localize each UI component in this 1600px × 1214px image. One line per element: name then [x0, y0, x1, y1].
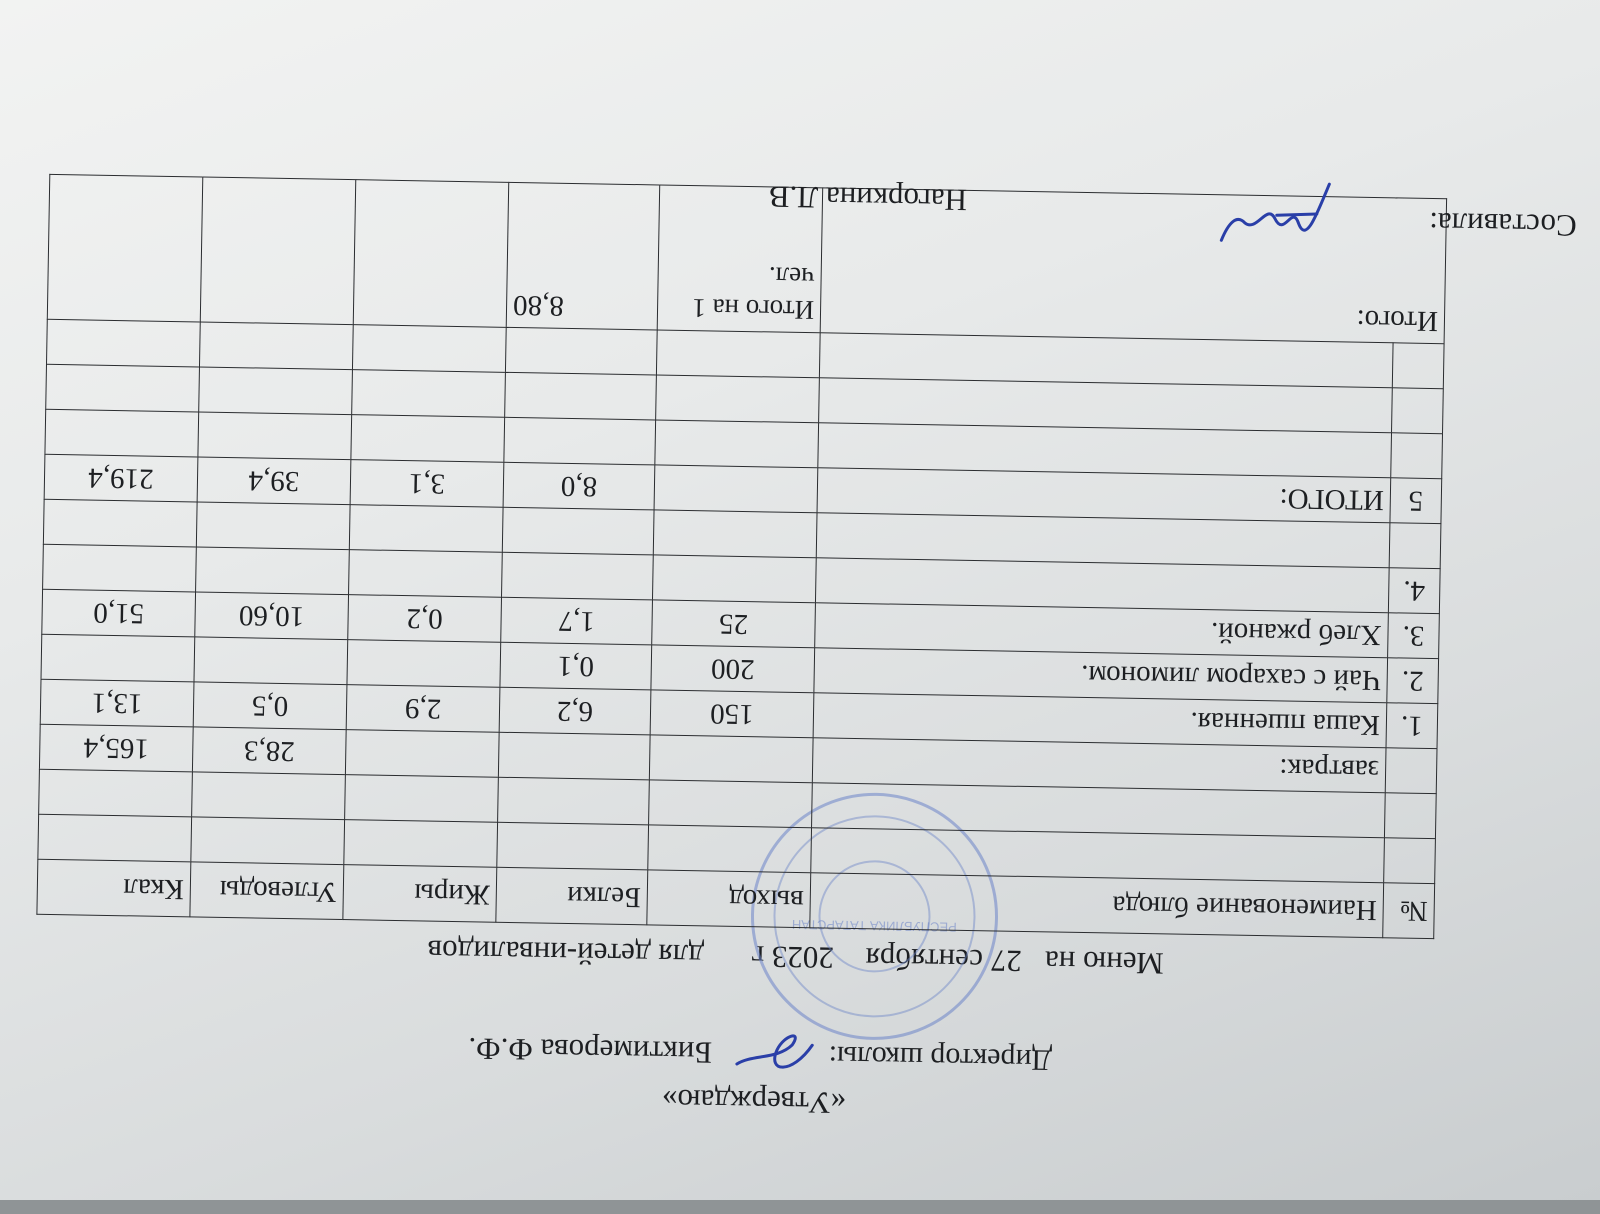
approval-title: «Утверждаю»: [661, 1082, 847, 1121]
cell-fats: [345, 730, 499, 778]
cell-fats: 3,1: [350, 460, 504, 508]
table-cell: [353, 180, 509, 328]
table-cell: [47, 174, 203, 322]
cell-proteins: [498, 732, 650, 780]
cell-row-number: [1392, 388, 1444, 434]
heading-for-whom: для детей-инвалидов: [427, 933, 705, 974]
cell-kcal: [39, 769, 193, 817]
col-header-kcal: Ккал: [37, 859, 191, 917]
cell-proteins: 8,0: [503, 462, 655, 510]
cell-portion: 150: [650, 690, 814, 738]
cell-fats: [351, 415, 505, 463]
cell-fats: [344, 820, 498, 868]
col-header-dish: Наименование блюда: [810, 873, 1384, 938]
cell-kcal: 13,1: [40, 679, 194, 727]
cell-fats: [349, 550, 503, 598]
total-label: Итого:: [820, 188, 1446, 344]
cell-kcal: [46, 364, 200, 412]
cell-carbs: 28,3: [192, 727, 346, 775]
director-label: Директор школы:: [828, 1039, 1053, 1077]
cell-row-number: [1392, 343, 1444, 389]
stamp-inner-text: РЕСПУБЛИКА ТАТАРСТАН: [791, 916, 957, 935]
cell-dish-name: завтрак:: [812, 738, 1386, 793]
cell-row-number: [1384, 793, 1436, 839]
cell-proteins: [502, 552, 654, 600]
cell-kcal: 165,4: [39, 724, 193, 772]
cell-proteins: [504, 417, 656, 465]
cell-fats: [345, 775, 499, 823]
cell-proteins: [505, 327, 657, 375]
cell-portion: 200: [651, 645, 815, 693]
cell-carbs: [198, 412, 352, 460]
cell-kcal: [41, 634, 195, 682]
per-person-label: Итого на 1 чел.: [657, 185, 823, 333]
composer-signature: [1216, 172, 1337, 254]
cell-portion: [654, 465, 818, 513]
cell-dish-name: ИТОГО:: [817, 468, 1391, 523]
cell-portion: 25: [652, 600, 816, 648]
cell-proteins: [498, 777, 650, 825]
cell-kcal: [46, 319, 200, 367]
cell-portion: [655, 420, 819, 468]
cell-portion: [656, 330, 820, 378]
cell-carbs: 10,60: [195, 592, 349, 640]
cell-fats: [349, 505, 503, 553]
cell-carbs: [194, 637, 348, 685]
cell-carbs: [196, 502, 350, 550]
cell-proteins: 0,1: [500, 642, 652, 690]
cell-fats: [347, 640, 501, 688]
cell-proteins: 6,2: [499, 687, 651, 735]
cell-dish-name: Каша пшенная.: [813, 693, 1387, 748]
heading-menu-on: Меню на: [1044, 944, 1165, 982]
cell-kcal: [45, 409, 199, 457]
cell-fats: 2,9: [346, 685, 500, 733]
cell-proteins: [502, 507, 654, 555]
col-header-fats: Жиры: [343, 865, 497, 923]
cell-kcal: 51,0: [42, 589, 196, 637]
cell-carbs: [199, 322, 353, 370]
cell-carbs: 0,5: [193, 682, 347, 730]
cell-portion: [648, 825, 812, 873]
director-name: Биктимерова Ф.Ф.: [468, 1031, 713, 1071]
table-cell: [200, 177, 356, 325]
col-header-number: №: [1383, 883, 1435, 939]
cell-carbs: [196, 547, 350, 595]
col-header-carbs: Углеводы: [190, 862, 344, 920]
menu-table: [36, 174, 1447, 939]
per-person-value: 8,80: [506, 182, 660, 330]
col-header-portion: выход: [647, 870, 811, 928]
cell-dish-name: Чай с сахаром лимоном.: [814, 648, 1388, 703]
cell-portion: [653, 510, 817, 558]
col-header-proteins: Белки: [496, 867, 648, 925]
heading-year: 2023 г: [750, 939, 835, 976]
cell-carbs: [191, 817, 345, 865]
cell-portion: [649, 780, 813, 828]
cell-portion: [652, 555, 816, 603]
cell-proteins: [505, 372, 657, 420]
cell-row-number: 2.: [1387, 658, 1439, 704]
cell-proteins: [497, 822, 649, 870]
cell-portion: [656, 375, 820, 423]
cell-carbs: [199, 367, 353, 415]
cell-fats: 0,2: [348, 595, 502, 643]
cell-dish-name: Хлеб ржаной.: [815, 603, 1389, 658]
heading-date: 27 сентября: [865, 941, 1023, 979]
cell-kcal: [43, 499, 197, 547]
cell-fats: [352, 370, 506, 418]
cell-carbs: [192, 772, 346, 820]
cell-row-number: [1389, 523, 1441, 569]
cell-row-number: [1384, 838, 1436, 884]
cell-kcal: [38, 814, 192, 862]
cell-fats: [352, 325, 506, 373]
cell-carbs: 39,4: [197, 457, 351, 505]
composed-name: Нагоркина Л.В: [768, 179, 968, 218]
composed-label: Составила:: [1428, 205, 1577, 244]
cell-row-number: 4.: [1388, 568, 1440, 614]
cell-row-number: [1391, 433, 1443, 479]
cell-kcal: [43, 544, 197, 592]
cell-row-number: [1385, 748, 1437, 794]
cell-row-number: 3.: [1388, 613, 1440, 659]
cell-row-number: 5: [1390, 478, 1442, 524]
cell-proteins: 1,7: [501, 597, 653, 645]
cell-kcal: 219,4: [44, 454, 198, 502]
cell-row-number: 1.: [1386, 703, 1438, 749]
cell-portion: [649, 735, 813, 783]
